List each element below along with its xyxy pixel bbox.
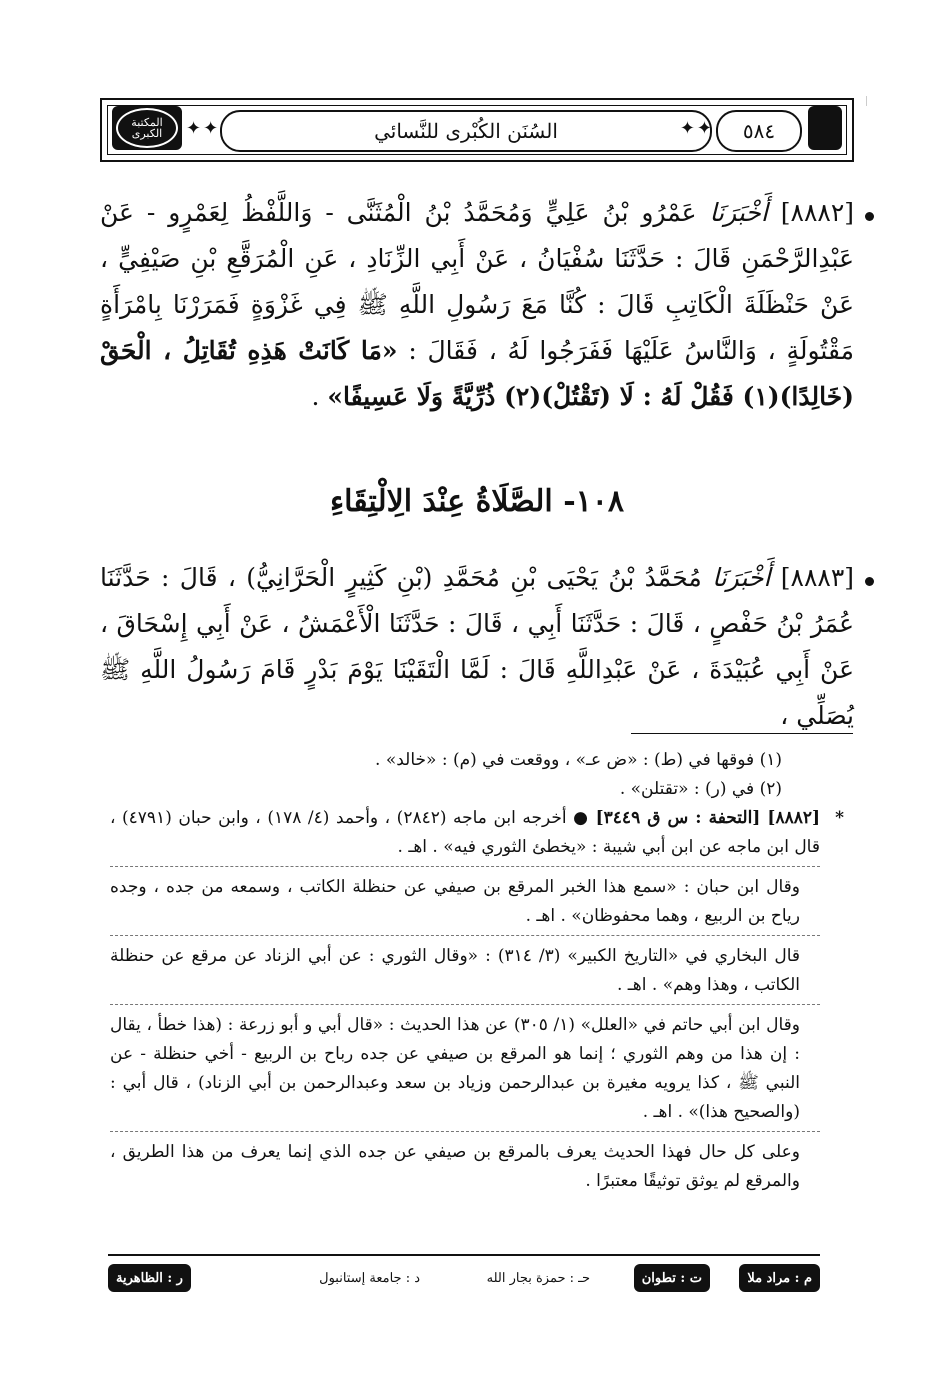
hadith-quote: «مَا كَانَتْ هَذِهِ تُقَاتِلُ ، الْحَقْ (خَالِدًا)(١) فَقُلْ لَهُ : لَا (تَقْتُلْ)(٢) ذُرِّيَّةً وَلَا عَسِيفًا» xyxy=(100,336,854,411)
header-ornament-right xyxy=(808,106,842,150)
book-title-pill xyxy=(220,110,712,152)
hadith-text: عَمْرُو بْنُ عَلِيٍّ وَمُحَمَّدُ بْنُ الْمُثَنَّى - وَاللَّفْظُ لِعَمْرٍو - عَنْ عَبْدِالرَّحْمَنِ قَالَ : حَدَّثَنَا سُفْيَانُ ، عَنْ أَبِي الزِّنَادِ ، عَنِ الْمُرَقَّعِ بْنِ صَيْفِيٍّ ، عَنْ حَنْظَلَةَ الْكَاتِبِ قَالَ : كُنَّا مَعَ رَسُولِ اللَّهِ ﷺ فِي غَزْوَةٍ فَمَرَرْنَا بِامْرَأَةٍ مَقْتُولَةٍ ، وَالنَّاسُ عَلَيْهَا فَفَرَجُوا لَهُ ، فَقَالَ : xyxy=(100,198,854,365)
takhrij-para-2: قال البخاري في «التاريخ الكبير» (٣/ ٣١٤) : «وقال الثوري : عن أبي الزناد عن مرقع عن حنظلة الكاتب ، وهذا وهم» . اهـ . xyxy=(110,946,800,995)
chapter-title: ١٠٨- الصَّلَاةُ عِنْدَ الِالْتِقَاءِ xyxy=(330,484,624,519)
scan-mark xyxy=(866,96,867,106)
takhrij-head xyxy=(110,804,844,862)
page-number: ٥٨٤ xyxy=(742,119,776,143)
footer-rule xyxy=(108,1254,820,1256)
divider xyxy=(110,1004,820,1005)
akhbarana: أَخْبَرَنَا xyxy=(712,563,771,592)
bullet-icon xyxy=(865,212,874,221)
ornament-icon: ✦✦ xyxy=(679,118,714,139)
bullet-icon xyxy=(865,577,874,586)
footnotes xyxy=(110,746,844,1196)
star-icon: * xyxy=(835,808,844,828)
takhrij-para-4: وعلى كل حال فهذا الحديث يعرف بالمرقع بن صيفي عن جده الذي إنما يعرف من هذا الطريق ، والمرقع لم يوثق توثيقًا معتبرًا . xyxy=(110,1142,800,1191)
page-header xyxy=(100,98,854,162)
label-d: د : جامعة إستانبول xyxy=(319,1270,420,1286)
takhrij-text: ● أخرجه ابن ماجه (٢٨٤٢) ، وأحمد (٤/ ١٧٨) ، وابن حبان (٤٧٩١) ، قال ابن ماجه عن ابن أبي شيبة : «يخطئ الثوري فيه» . اهـ . xyxy=(110,808,820,857)
page-number-pill xyxy=(716,110,802,152)
badge-t: ت : تطوان xyxy=(634,1264,710,1292)
hadith-text: مُحَمَّدُ بْنُ يَحْيَى بْنِ مُحَمَّدِ (بْنِ كَثِيرٍ الْحَرَّانِيُّ) ، قَالَ : حَدَّثَنَا عُمَرُ بْنُ حَفْصٍ ، قَالَ : حَدَّثَنَا أَبِي ، قَالَ : حَدَّثَنَا الْأَعْمَشُ ، عَنْ أَبِي إِسْحَاقَ ، عَنْ أَبِي عُبَيْدَةَ ، عَنْ عَبْدِاللَّهِ قَالَ : لَمَّا الْتَقَيْنَا يَوْمَ بَدْرٍ قَامَ رَسُولُ اللَّهِ ﷺ يُصَلِّي ، xyxy=(100,563,854,730)
hadith-8882 xyxy=(100,190,854,420)
takhrij-ref: [٨٨٨٢] [التحفة : س ق ٣٤٤٩] xyxy=(595,808,821,828)
divider xyxy=(110,935,820,936)
hadith-number: [٨٨٨٣] xyxy=(780,563,855,592)
footnote-1: (١) فوقها في (ط) : «ض عـ» ، ووقعت في (م) : «خالد» . xyxy=(375,750,782,770)
badge-m: م : مراد ملا xyxy=(739,1264,820,1292)
hadith-end: . xyxy=(311,382,328,411)
footnote-separator xyxy=(631,733,853,734)
badge-r: ر : الظاهرية xyxy=(108,1264,191,1292)
emblem-label: المكتبة الكبرى xyxy=(116,108,178,148)
ornament-icon: ✦✦ xyxy=(186,118,221,139)
divider xyxy=(110,1131,820,1132)
header-emblem xyxy=(112,106,182,150)
book-title: السُنَن الكُبْرى للنَّسائي xyxy=(374,119,558,143)
footnote-2: (٢) في (ر) : «تقتلن» . xyxy=(619,779,782,799)
hadith-8883 xyxy=(100,555,854,739)
takhrij-para-3: وقال ابن أبي حاتم في «العلل» (١/ ٣٠٥) عن هذا الحديث : «قال أبي و أبو زرعة : (هذا خطأ ، يقال : إن هذا من وهم الثوري ؛ إنما هو المرقع بن صيفي عن جده رباح بن الربيع - أخي حنظلة - عن النبي ﷺ ، كذا يرويه مغيرة بن عبدالرحمن وزياد بن سعد وعبدالرحمن بن أبي الزناد) ، قال أبي : (والصحيح هذا)» . اهـ . xyxy=(110,1015,800,1122)
divider xyxy=(110,866,820,867)
label-h: حـ : حمزة بجار الله xyxy=(486,1270,590,1286)
hadith-number: [٨٨٨٢] xyxy=(780,198,855,227)
takhrij-para-1: وقال ابن حبان : «سمع هذا الخبر المرقع بن صيفي عن حنظلة الكاتب ، وسمعه من جده ، وجده رياح بن الربيع ، وهما محفوظان» . اهـ . xyxy=(110,877,800,926)
akhbarana: أَخْبَرَنَا xyxy=(709,198,768,227)
manuscript-key xyxy=(108,1262,820,1294)
